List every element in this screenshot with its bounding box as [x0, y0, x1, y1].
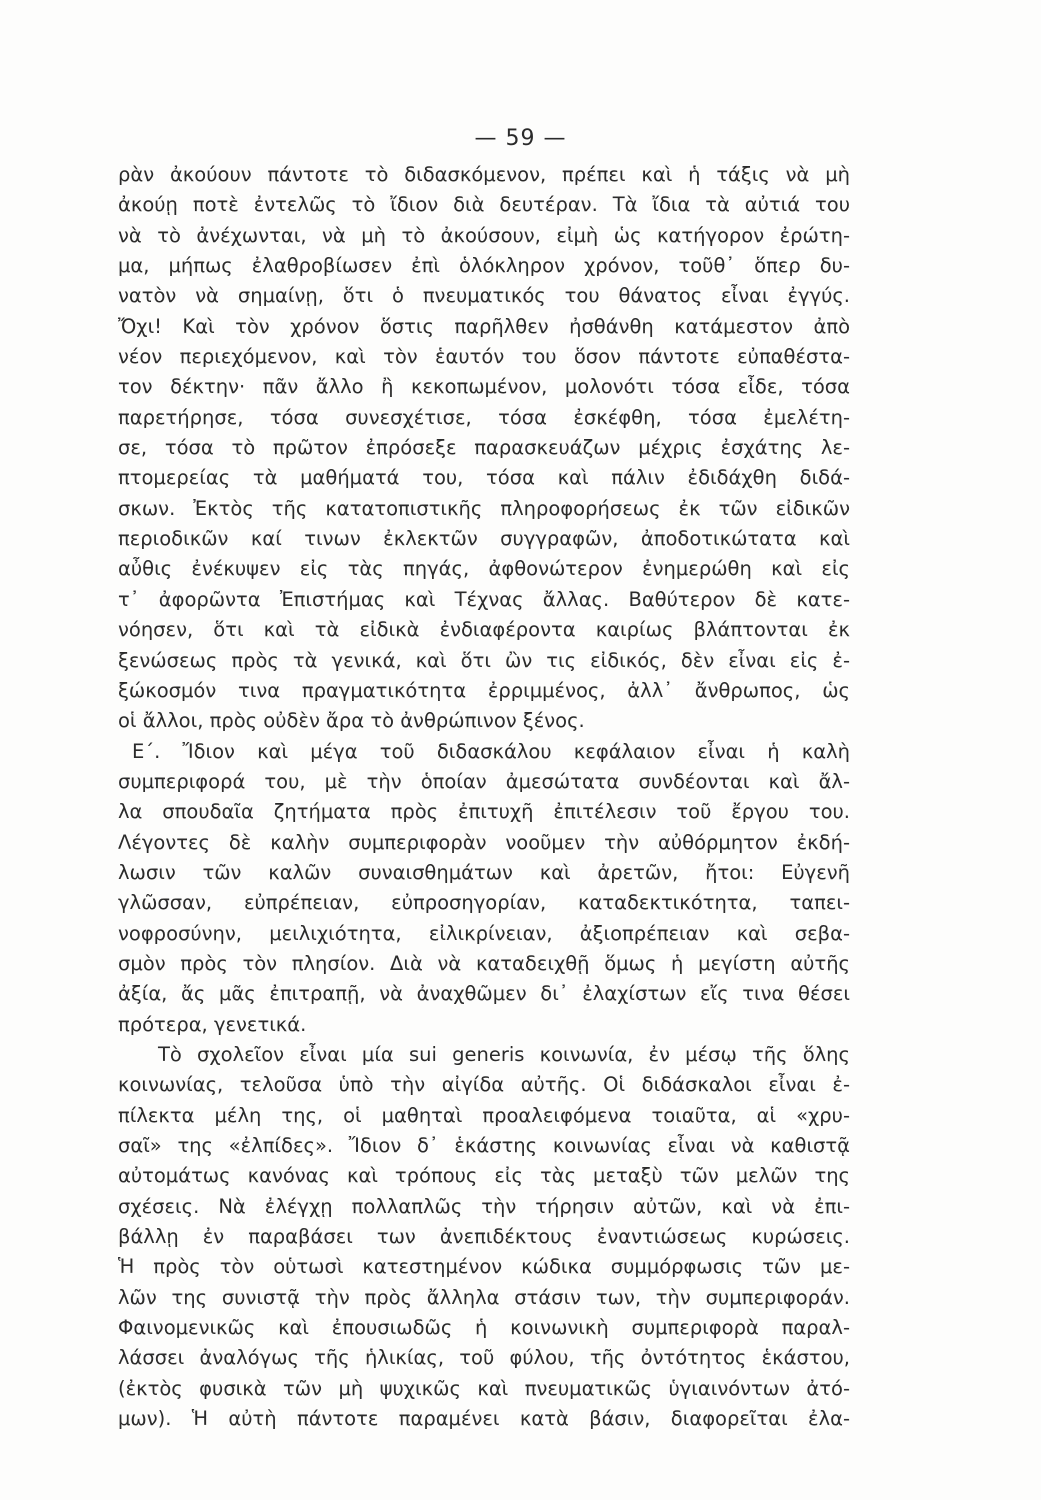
text-line: ρὰν ἀκούουν πάντοτε τὸ διδασκόμενον, πρέπει καὶ ἡ τάξις νὰ μὴ [118, 163, 850, 186]
text-line: Ὄχι! Καὶ τὸν χρόνον ὅστις παρῆλθεν ἠσθάνθη κατάμεστον ἀπὸ [118, 314, 850, 338]
page-number: — 59 — [474, 126, 567, 151]
text-line: αὖθις ἐνέκυψεν εἰς τὰς πηγάς, ἀφθονώτερον ἐνημερώθη καὶ εἰς [118, 557, 850, 581]
text-line: σχέσεις. Νὰ ἐλέγχῃ πολλαπλῶς τὴν τήρησιν αὐτῶν, καὶ νὰ ἐπι- [118, 1194, 850, 1218]
text-line: Τὸ σχολεῖον εἶναι μία sui generis κοινωνία, ἐν μέσῳ τῆς ὅλης [158, 1042, 850, 1066]
text-line: βάλλῃ ἐν παραβάσει των ἀνεπιδέκτους ἐναντιώσεως κυρώσεις. [118, 1225, 850, 1249]
text-line: λάσσει ἀναλόγως τῆς ἡλικίας, τοῦ φύλου, τῆς ὀντότητος ἑκάστου, [118, 1346, 850, 1370]
text-line: μα, μήπως ἐλαθροβίωσεν ἐπὶ ὁλόκληρον χρόνον, τοῦθ᾽ ὅπερ δυ- [118, 254, 850, 278]
text-line: μων). Ἡ αὐτὴ πάντοτε παραμένει κατὰ βάσιν, διαφορεῖται ἐλα- [118, 1407, 850, 1431]
text-line: σκων. Ἐκτὸς τῆς κατατοπιστικῆς πληροφορήσεως ἐκ τῶν εἰδικῶν [118, 496, 850, 520]
text-line: λῶν της συνιστᾷ τὴν πρὸς ἄλληλα στάσιν των, τὴν συμπεριφοράν. [118, 1285, 850, 1309]
text-line: γλῶσσαν, εὐπρέπειαν, εὐπροσηγορίαν, καταδεκτικότητα, ταπει- [118, 891, 850, 915]
text-line: λα σπουδαῖα ζητήματα πρὸς ἐπιτυχῆ ἐπιτέλεσιν τοῦ ἔργου του. [118, 800, 850, 824]
text-line: σμὸν πρὸς τὸν πλησίον. Διὰ νὰ καταδειχθῇ ὅμως ἡ μεγίστη αὐτῆς [118, 951, 850, 975]
text-line: κοινωνίας, τελοῦσα ὑπὸ τὴν αἰγίδα αὐτῆς. Οἱ διδάσκαλοι εἶναι ἐ- [118, 1073, 850, 1097]
text-line: συμπεριφορά του, μὲ τὴν ὁποίαν ἀμεσώτατα συνδέονται καὶ ἄλ- [118, 769, 850, 793]
text-line: Φαινομενικῶς καὶ ἐπουσιωδῶς ἡ κοινωνικὴ συμπεριφορὰ παραλ- [118, 1316, 850, 1340]
text-line: Λέγοντες δὲ καλὴν συμπεριφορὰν νοοῦμεν τὴν αὐθόρμητον ἐκδή- [118, 830, 850, 854]
text-line: πτομερείας τὰ μαθήματά του, τόσα καὶ πάλιν ἐδιδάχθη διδά- [118, 466, 850, 490]
text-line: περιοδικῶν καί τινων ἐκλεκτῶν συγγραφῶν, ἀποδοτικώτατα καὶ [118, 527, 850, 551]
text-line: νοφροσύνην, μειλιχιότητα, εἰλικρίνειαν, ἀξιοπρέπειαν καὶ σεβα- [118, 921, 850, 945]
text-line: σαῖ» της «ἐλπίδες». Ἴδιον δ᾽ ἑκάστης κοινωνίας εἶναι νὰ καθιστᾷ [118, 1134, 850, 1157]
body-text [118, 160, 850, 1434]
text-line: νέον περιεχόμενον, καὶ τὸν ἑαυτόν του ὅσον πάντοτε εὐπαθέστα- [118, 345, 850, 369]
text-line: σε, τόσα τὸ πρῶτον ἐπρόσεξε παρασκευάζων μέχρις ἐσχάτης λε- [118, 436, 850, 460]
text-line: τον δέκτην· πᾶν ἄλλο ἢ κεκοπωμένον, μολονότι τόσα εἶδε, τόσα [118, 375, 850, 399]
text-line: νόησεν, ὅτι καὶ τὰ εἰδικὰ ἐνδιαφέροντα καιρίως βλάπτονται ἐκ [118, 618, 850, 642]
text-line: οἱ ἄλλοι, πρὸς οὐδὲν ἄρα τὸ ἀνθρώπινον ξένος. [118, 709, 585, 733]
text-line: πρότερα, γενετικά. [118, 1012, 307, 1036]
text-line: παρετήρησε, τόσα συνεσχέτισε, τόσα ἐσκέφθη, τόσα ἐμελέτη- [118, 405, 850, 429]
text-line: τ᾽ ἀφορῶντα Ἐπιστήμας καὶ Τέχνας ἄλλας. Βαθύτερον δὲ κατε- [118, 587, 850, 611]
text-line: Ε΄. Ἴδιον καὶ μέγα τοῦ διδασκάλου κεφάλαιον εἶναι ἡ καλὴ [132, 739, 850, 763]
text-line: (ἐκτὸς φυσικὰ τῶν μὴ ψυχικῶς καὶ πνευματικῶς ὑγιαινόντων ἀτό- [118, 1376, 850, 1400]
text-line: Ἡ πρὸς τὸν οὑτωσὶ κατεστημένον κώδικα συμμόρφωσις τῶν με- [118, 1255, 850, 1279]
text-line: λωσιν τῶν καλῶν συναισθημάτων καὶ ἀρετῶν, ἤτοι: Εὐγενῆ [118, 860, 850, 884]
text-line: ξώκοσμόν τινα πραγματικότητα ἐρριμμένος, ἀλλ᾽ ἄνθρωπος, ὡς [118, 678, 850, 702]
text-line: αὐτομάτως κανόνας καὶ τρόπους εἰς τὰς μεταξὺ τῶν μελῶν της [118, 1164, 850, 1188]
text-line: ἀκούῃ ποτὲ ἐντελῶς τὸ ἴδιον διὰ δευτέραν. Τὰ ἴδια τὰ αὐτιά του [118, 193, 850, 217]
text-line: ἀξία, ἄς μᾶς ἐπιτραπῇ, νὰ ἀναχθῶμεν δι᾽ ἐλαχίστων εἴς τινα θέσει [118, 982, 850, 1006]
text-line: νὰ τὸ ἀνέχωνται, νὰ μὴ τὸ ἀκούσουν, εἰμὴ ὡς κατήγορον ἐρώτη- [118, 223, 850, 247]
text-line: πίλεκτα μέλη της, οἱ μαθηταὶ προαλειφόμενα τοιαῦτα, αἱ «χρυ- [118, 1103, 850, 1127]
text-line: νατὸν νὰ σημαίνῃ, ὅτι ὁ πνευματικός του θάνατος εἶναι ἐγγύς. [118, 284, 850, 308]
text-line: ξενώσεως πρὸς τὰ γενικά, καὶ ὅτι ὢν τις εἰδικός, δὲν εἶναι εἰς ἐ- [118, 648, 850, 672]
